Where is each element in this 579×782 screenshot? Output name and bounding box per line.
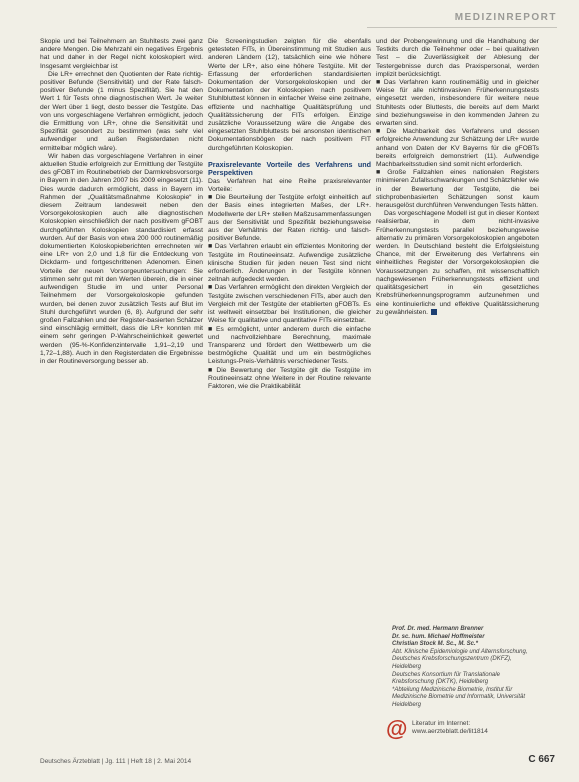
bullet-text: Es ermöglicht, unter anderem durch die einfache und nachvollziehbare Berechnung, maximale Transparenz und fördert den Wettbewerb um die bestmögliche Qualität und um ein bestmögliches Leistungs-Preis-Verhältnis verschiedener Tests. <box>208 325 372 366</box>
paragraph: Wir haben das vorgeschlagene Verfahren in einer aktuellen Studie erfolgreich zur Ermittlung der Testgüte des gFOBT im Routinebetrieb der Darmkrebsvorsorge in Bayern in den Jahren 2007 bis 2009 eingesetzt (11). Dies wurde dadurch ermöglicht, dass in Bayern im Rahmen der „Qualitätsmaßnahme Koloskopie“ in diesem Zeitraum landesweit neben den Vorsorgekoloskopien auch alle diagnostischen Koloskopien einschließlich der nach positivem gFOBT durchgeführten Koloskopien standardisiert erfasst wurden. Auf der Basis von etwa 200 000 routinemäßig dokumentierten Koloskopieberichten errechneten wir eine LR+ von 2,0 und 1,8 für die Entdeckung von Dickdarm- und fortgeschrittenen Adenomen. Einen Vorteile der neuen Vorsorgeuntersuchungen: Sie stimmen sehr gut mit den Werten überein, die in einer aufwendigen Studie im und unter Personal Teilnehmern der Vorsorgekoloskopie gefunden wurden, bei denen zuvor zusätzlich Tests auf Blut im Stuhl durchgeführt wurden (6, 8). Aufgrund der sehr großen Fallzahlen und der Register-basierten Schätzer sind einschlägig ermittelt, dass die LR+ konnten mit einem sehr geringen P-Wahrscheinlichkeit gewertet werden (95-%-Konfidenzintervalle 1,91–2,19 und 1,72–1,88). Auch in den Registerdaten die Ergebnisse in der Routineversorgung besser ab. <box>40 152 203 365</box>
author-block <box>392 626 542 710</box>
bullet-icon: ■ <box>208 194 214 202</box>
author-name: Prof. Dr. med. Hermann Brenner <box>392 626 484 632</box>
bullet-icon: ■ <box>208 284 213 292</box>
bullet-icon: ■ <box>208 243 213 251</box>
bullet-icon: ■ <box>208 325 215 333</box>
bullet-item <box>376 169 539 210</box>
bullet-item <box>376 128 539 169</box>
paragraph: Das Verfahren hat eine Reihe praxisrelevanter Vorteile: <box>208 177 371 194</box>
bullet-item <box>208 326 371 367</box>
literature-text <box>412 720 488 736</box>
author-affiliation: Deutsches Konsortium für Translationale Krebsforschung (DKTK), Heidelberg <box>392 671 500 686</box>
at-sign-icon: @ <box>386 716 408 741</box>
bullet-text: Die Beurteilung der Testgüte erfolgt einheitlich auf der Basis eines integrierten Maßes, der LR+. Modellwerte der LR+ stellen Maßzusammenfassungen aus der Sensitivität und Spezifität beziehungsweise aus der Verhältnis der Raten richtig- und falsch-positiver Befunde. <box>208 194 371 243</box>
literature-link[interactable] <box>386 716 566 742</box>
author-name: Christian Stock M. Sc., M. Sc.* <box>392 641 479 648</box>
bullet-icon: ■ <box>376 128 385 136</box>
bullet-icon: ■ <box>208 366 215 374</box>
bullet-item <box>376 79 539 128</box>
section-header: MEDIZINREPORT <box>454 12 557 23</box>
header-rule <box>367 27 557 28</box>
paragraph: und der Probengewinnung und die Handhabung der Testkits durch die Teilnehmer oder – bei qualitativen Test – die Zuverlässigkeit der Ablesung der Testergebnisse durch das Praxispersonal, werden implizit berücksichtigt. <box>376 38 539 78</box>
bullet-icon: ■ <box>376 79 382 87</box>
footer-citation: Deutsches Ärzteblatt | Jg. 111 | Heft 18 | 2. Mai 2014 <box>40 758 192 765</box>
bullet-item <box>208 243 371 284</box>
bullet-text: Das Verfahren erlaubt ein effizientes Monitoring der Testgüte im Routineeinsatz. Aufwendige zusätzliche klinische Studien für jeden neuen Test sind nicht erforderlich. Änderungen in der Testgüte können zeitnah aufgedeckt werden. <box>208 243 371 284</box>
bullet-text: Das Verfahren ermöglicht den direkten Vergleich der Testgüte zwischen verschiedenen FITs, aber auch den Vergleich mit der Testgüte der etablierten gFOBTs. Es ist weltweit einsetzbar bei Institutionen, die gleicher Weise für qualitative und quantitative FITs einsetzbar. <box>208 284 371 325</box>
author-affiliation: Abt. Klinische Epidemiologie und Alternsforschung, Deutsches Krebsforschungszentrum (DKFZ), Heidelberg <box>392 648 528 670</box>
paragraph <box>376 210 539 317</box>
bullet-text: Das Verfahren kann routinemäßig und in gleicher Weise für alle nichtinvasiven Früherkennungstests eingesetzt werden, insbesondere für weitere neue Stuhltests oder Bluttests, die bereits auf dem Markt sind beziehungsweise in den kommenden Jahren zu erwarten sind. <box>376 79 539 128</box>
end-of-article-icon <box>431 309 437 315</box>
literature-label: Literatur im Internet: <box>412 720 471 727</box>
bullet-text: Große Fallzahlen eines nationalen Registers minimieren Zufallsschwankungen und Schätzfehler wie in der Bewertung der Testgüte, die bei stichprobenbasierten Schätzungen sonst kaum herausgelöst durchführen Verwendungen Tests hätten. <box>376 169 539 210</box>
bullet-text: Die Machbarkeit des Verfahrens und dessen erfolgreiche Anwendung zur Schätzung der LR+ wurde anhand von Daten der KV Bayerns für die gFOBTs bereits erfolgreich demonstriert (11). Aufwendige Machbarkeitsstudien sind somit nicht erforderlich. <box>376 128 539 169</box>
paragraph-text: Das vorgeschlagene Modell ist gut in dieser Kontext realisierbar, in dem nicht-invasive Früherkennungstests parallel beziehungsweise alternativ zu primären Vorsorgekoloskopien angeboten werden. In Deutschland besteht die Erfolgsleistung Chance, mit der Erweiterung des Verfahrens ein einheitliches Register der Vorsorgekoloskopien die Voraussetzungen zu schaffen, mit wissenschaftlich nachgewiesenen Früherkennungstests effizient und qualitätsgesichert in ein gesetzliches Krebsfrüherkennungsprogramm aufzunehmen und eine kontinuierliche und effektive Qualitätssicherung zu gewährleisten. <box>376 210 539 316</box>
text-column-3 <box>376 38 539 317</box>
bullet-icon: ■ <box>376 169 386 177</box>
text-column-2 <box>208 38 371 391</box>
page-number: C 667 <box>528 754 555 765</box>
paragraph: Die Screeningstudien zeigten für die ebenfalls getesteten FITs, in Übereinstimmung mit Studien aus anderen Ländern (12), tatsächlich eine wie höhere Werte der LR+, also eine höhere Testgüte. Mit der Erfassung der erforderlichen standardisierten Dokumentation der Vorsorgekoloskopien und der Dokumentation der Koloskopien nach positivem Stuhlbluttest können in einfacher Weise eine zeitnahe, effiziente und nachhaltige Qualitätsprüfung und Qualitätssicherung der FITs erfolgen. Einzige zusätzliche Voraussetzung wäre die Angabe des eingesetzten Stuhlbluttests bei ansonsten identischen Dokumentationsbögen der nach positivem FIT durchgeführten Koloskopien. <box>208 38 371 152</box>
bullet-item <box>208 367 371 392</box>
text-column-1 <box>40 38 203 366</box>
literature-url[interactable]: www.aerzteblatt.de/lit1814 <box>412 728 488 735</box>
bullet-item <box>208 194 371 243</box>
paragraph: Die LR+ errechnet den Quotienten der Rate richtig-positiver Befunde (Sensitivität) und der Rate falsch-positiver Befunde (1 minus Spezifität). Sie hat den Wert 1 für Tests ohne diagnostischen Wert. Je weiter der Wert über 1 liegt, desto besser die Testgüte. Das von uns vorgeschlagene Verfahren ermöglicht, jedoch die Ermittlung von LR+, ohne die Sensitivität und Spezifität gesondert zu bestimmen (was sehr viel aufwendiger und außen Registerdaten nicht ermittelbar möglich wäre). <box>40 70 203 152</box>
paragraph: Skopie und bei Teilnehmern an Stuhltests zwei ganz andere Mengen. Die Mehrzahl ein negatives Ergebnis hat und daher in der Regel nicht koloskopiert wird. Insgesamt vergleichbar ist <box>40 38 203 70</box>
author-name: Dr. sc. hum. Michael Hoffmeister <box>392 633 485 640</box>
section-subheading: Praxisrelevante Vorteile des Verfahrens und Perspektiven <box>208 159 371 178</box>
bullet-item <box>208 284 371 325</box>
bullet-text: Die Bewertung der Testgüte gilt die Testgüte im Routineeinsatz ohne Weitere in der Routine relevante Faktoren, wie die Praktikabilität <box>208 366 371 390</box>
author-affiliation: *Abteilung Medizinische Biometrie, Institut für Medizinische Biometrie und Informatik, Universität Heidelberg <box>392 686 526 708</box>
